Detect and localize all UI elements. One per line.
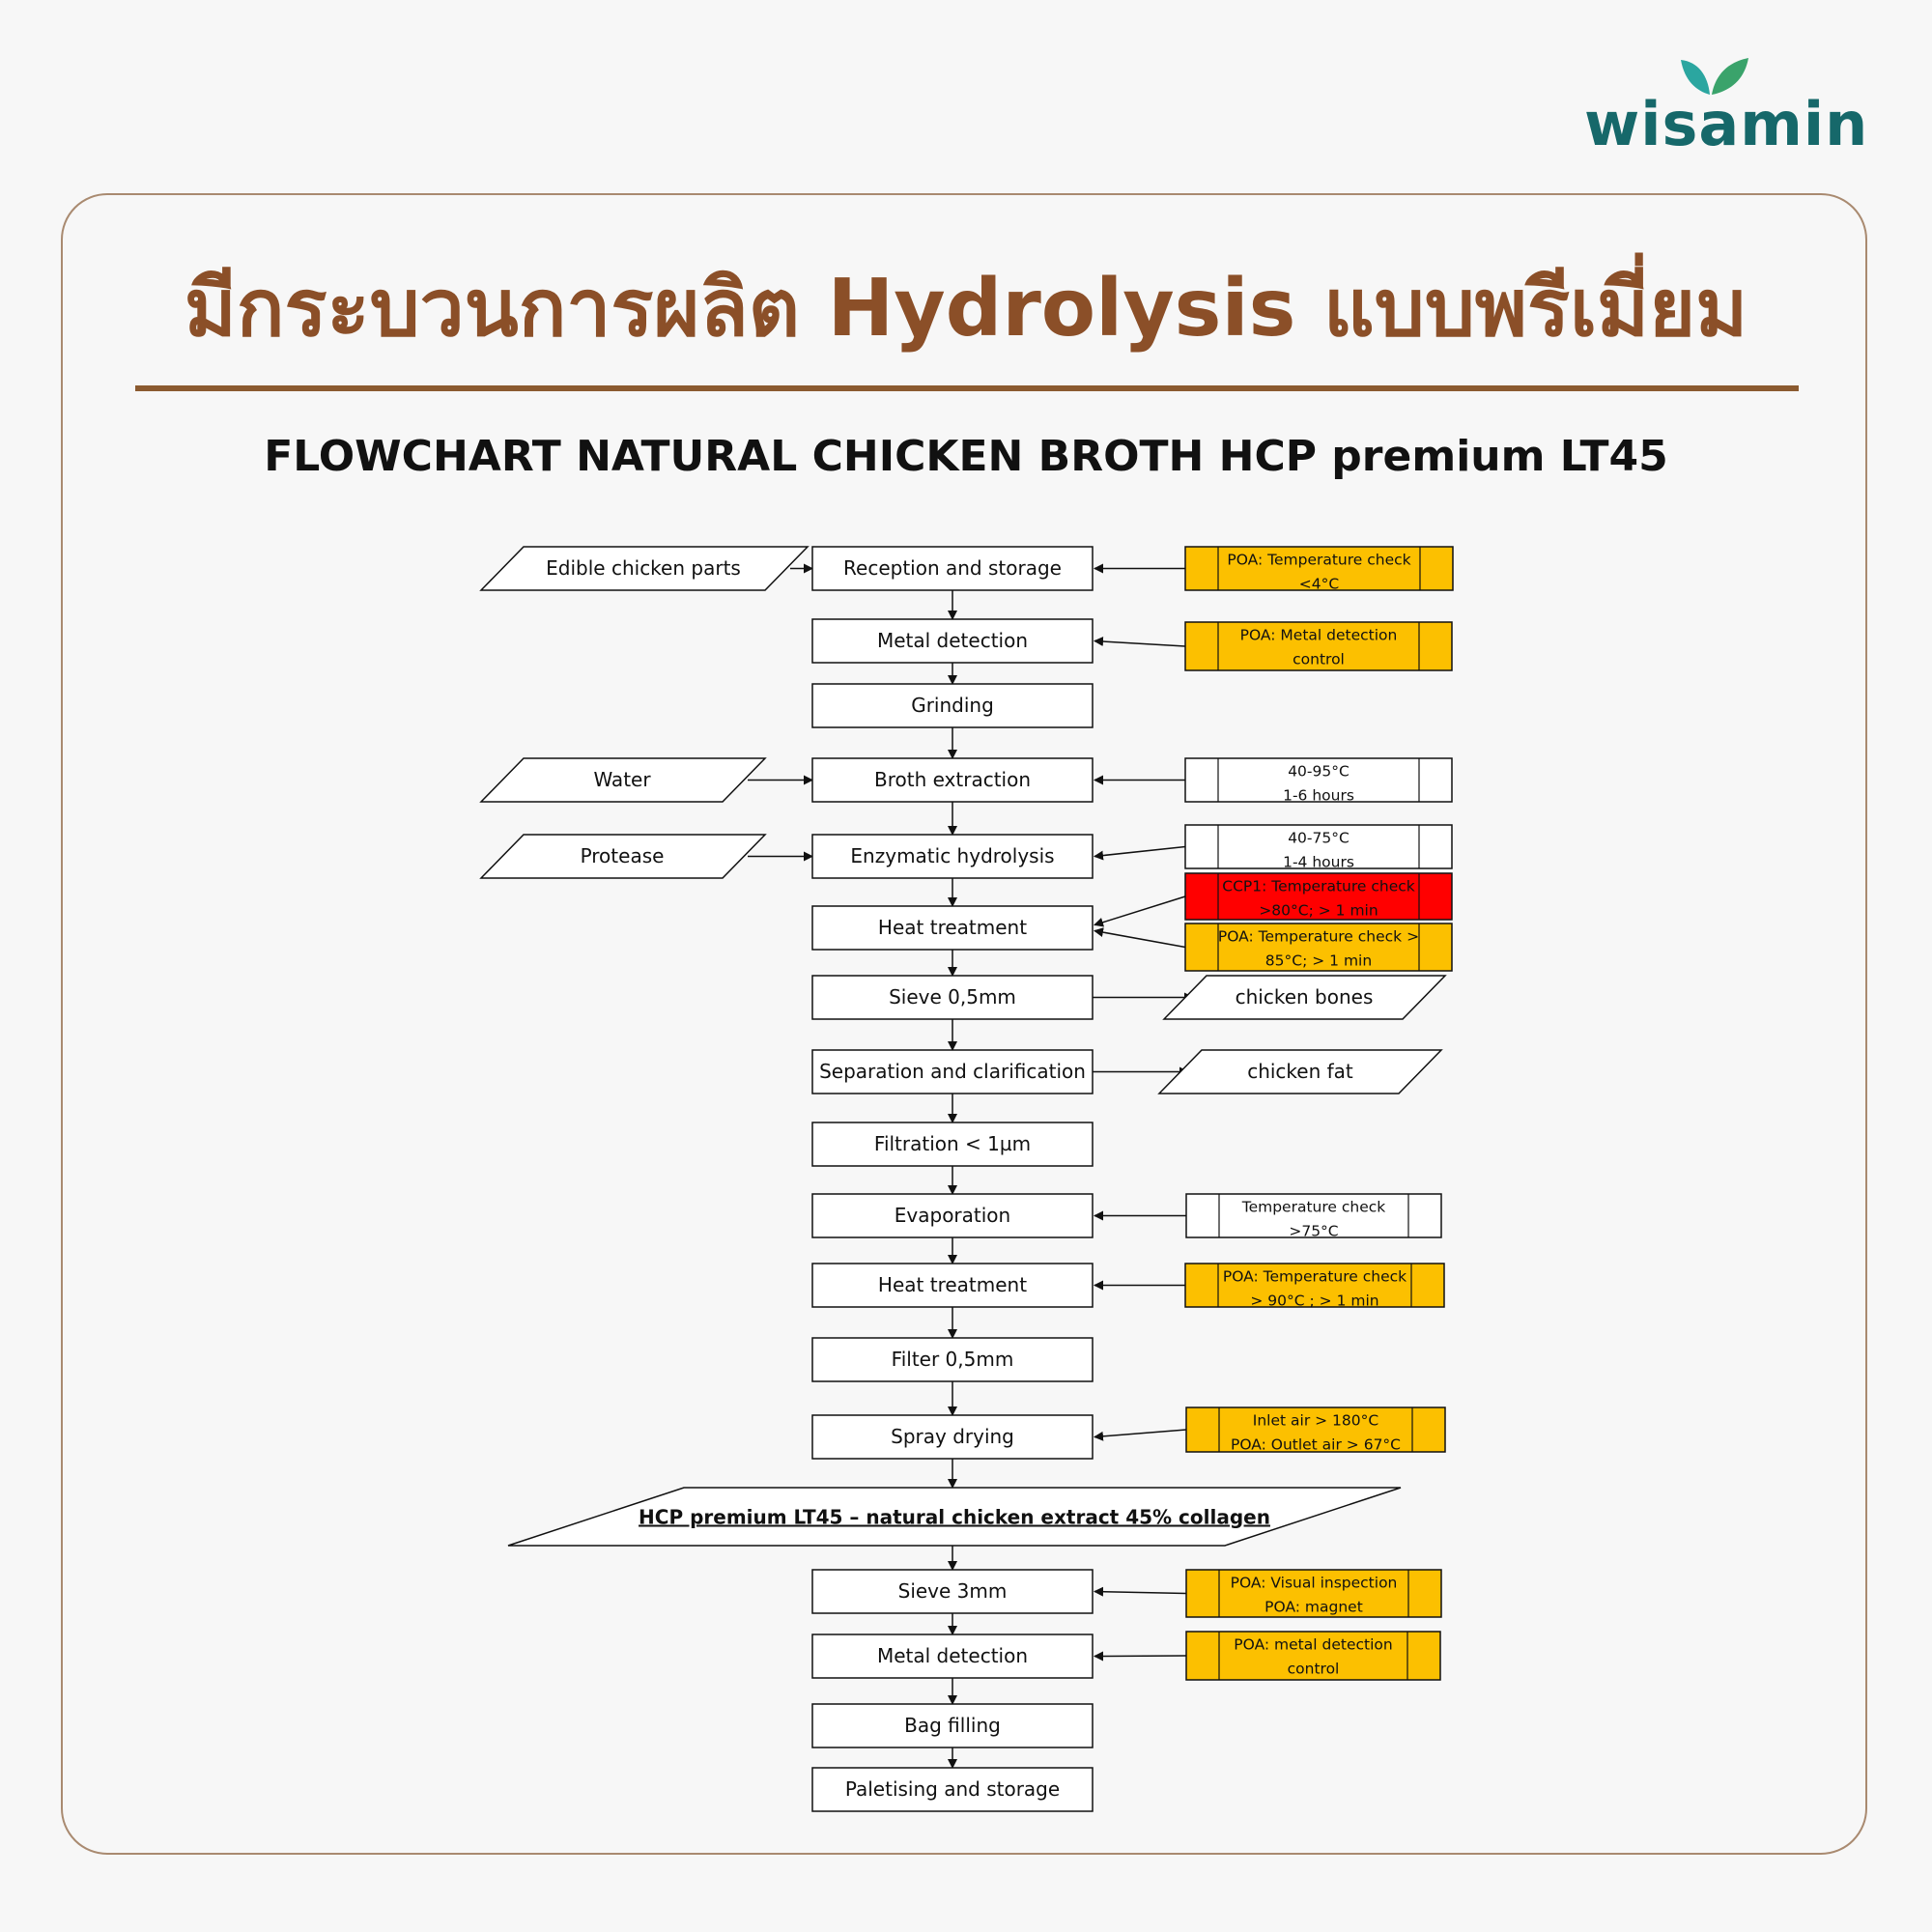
step-label: Sieve 3mm: [897, 1579, 1008, 1603]
step-label: Paletising and storage: [844, 1777, 1061, 1801]
process-step: [812, 1634, 1093, 1678]
process-step: [812, 1050, 1093, 1094]
input-label: Edible chicken parts: [546, 556, 741, 580]
input-label: Water: [593, 768, 651, 791]
note-line: POA: metal detection: [1234, 1635, 1393, 1654]
note-line: > 90°C ; > 1 min: [1250, 1292, 1379, 1310]
step-label: Evaporation: [894, 1204, 1011, 1227]
product-parallelogram: [508, 1488, 1401, 1546]
headline: มีกระบวนการผลิต Hydrolysis แบบพรีเมี่ยม: [184, 263, 1748, 355]
ccp-note: [1185, 873, 1452, 920]
output-parallelogram: [1159, 1050, 1441, 1094]
product-label: HCP premium LT45 – natural chicken extract 45% collagen: [639, 1505, 1270, 1529]
flowchart-title: FLOWCHART NATURAL CHICKEN BROTH HCP premium LT45: [264, 432, 1668, 481]
brand-name: wisamin: [1584, 89, 1869, 159]
process-step: [812, 906, 1093, 950]
parameter-note: [1185, 825, 1452, 871]
process-step: [812, 758, 1093, 802]
control-arrow: [1094, 896, 1185, 925]
poa-note: [1186, 1632, 1440, 1680]
note-line: POA: Temperature check: [1227, 551, 1411, 569]
step-label: Reception and storage: [843, 556, 1062, 580]
control-arrow: [1094, 641, 1185, 647]
note-line: 85°C; > 1 min: [1264, 952, 1373, 970]
process-step: [812, 547, 1093, 590]
note-line: 40-75°C: [1288, 829, 1350, 847]
output-parallelogram: [1164, 976, 1445, 1019]
process-step: [812, 1122, 1093, 1166]
poa-note: [1186, 1407, 1445, 1454]
process-step: [812, 976, 1093, 1019]
input-label: Protease: [580, 844, 665, 867]
control-arrow: [1094, 847, 1185, 857]
step-label: Metal detection: [876, 1644, 1029, 1667]
process-step: [812, 1338, 1093, 1381]
note-line: POA: Metal detection: [1239, 626, 1398, 644]
note-line: POA: magnet: [1264, 1598, 1363, 1616]
note-line: >80°C; > 1 min: [1259, 901, 1378, 920]
process-step: [812, 1264, 1093, 1307]
output-label: chicken fat: [1247, 1060, 1353, 1083]
step-label: Grinding: [911, 694, 994, 717]
control-arrow: [1094, 1430, 1186, 1437]
input-parallelogram: [481, 758, 765, 802]
process-step: [812, 1570, 1093, 1613]
process-step: [812, 619, 1093, 663]
step-label: Heat treatment: [877, 916, 1028, 939]
step-label: Enzymatic hydrolysis: [850, 844, 1055, 867]
poa-note: [1185, 547, 1453, 593]
poa-note: [1185, 622, 1452, 670]
note-line: 1-6 hours: [1283, 786, 1354, 805]
output-label: chicken bones: [1235, 985, 1374, 1009]
poa-note: [1186, 1570, 1441, 1617]
note-line: 1-4 hours: [1283, 853, 1354, 871]
step-label: Separation and clarification: [819, 1060, 1086, 1083]
note-line: control: [1293, 650, 1345, 668]
control-arrow: [1094, 931, 1185, 948]
note-line: >75°C: [1289, 1222, 1339, 1240]
control-arrow: [1094, 1592, 1186, 1594]
process-step: [812, 835, 1093, 878]
note-line: POA: Temperature check: [1222, 1267, 1407, 1286]
note-line: Inlet air > 180°C: [1252, 1411, 1379, 1430]
process-step: [812, 684, 1093, 727]
input-parallelogram: [481, 547, 808, 590]
note-line: 40-95°C: [1288, 762, 1350, 781]
step-label: Filter 0,5mm: [891, 1348, 1014, 1371]
step-label: Sieve 0,5mm: [889, 985, 1016, 1009]
step-label: Broth extraction: [873, 768, 1032, 791]
process-step: [812, 1768, 1093, 1811]
note-line: <4°C: [1298, 575, 1340, 593]
poa-note: [1185, 923, 1452, 971]
step-label: Metal detection: [876, 629, 1029, 652]
step-label: Spray drying: [891, 1425, 1014, 1448]
process-step: [812, 1704, 1093, 1747]
input-parallelogram: [481, 835, 765, 878]
control-arrow: [1094, 1656, 1186, 1657]
step-label: Filtration < 1µm: [873, 1132, 1032, 1155]
process-step: [812, 1415, 1093, 1459]
note-line: POA: Visual inspection: [1230, 1574, 1398, 1592]
note-line: POA: Outlet air > 67°C: [1230, 1435, 1402, 1454]
note-line: CCP1: Temperature check: [1222, 877, 1415, 895]
parameter-note: [1186, 1194, 1441, 1240]
note-line: Temperature check: [1241, 1198, 1386, 1216]
step-label: Heat treatment: [877, 1273, 1028, 1296]
step-label: Bag filling: [904, 1714, 1001, 1737]
parameter-note: [1185, 758, 1452, 805]
poa-note: [1185, 1264, 1444, 1310]
note-line: POA: Temperature check >: [1217, 927, 1420, 946]
process-step: [812, 1194, 1093, 1237]
note-line: control: [1287, 1660, 1340, 1678]
